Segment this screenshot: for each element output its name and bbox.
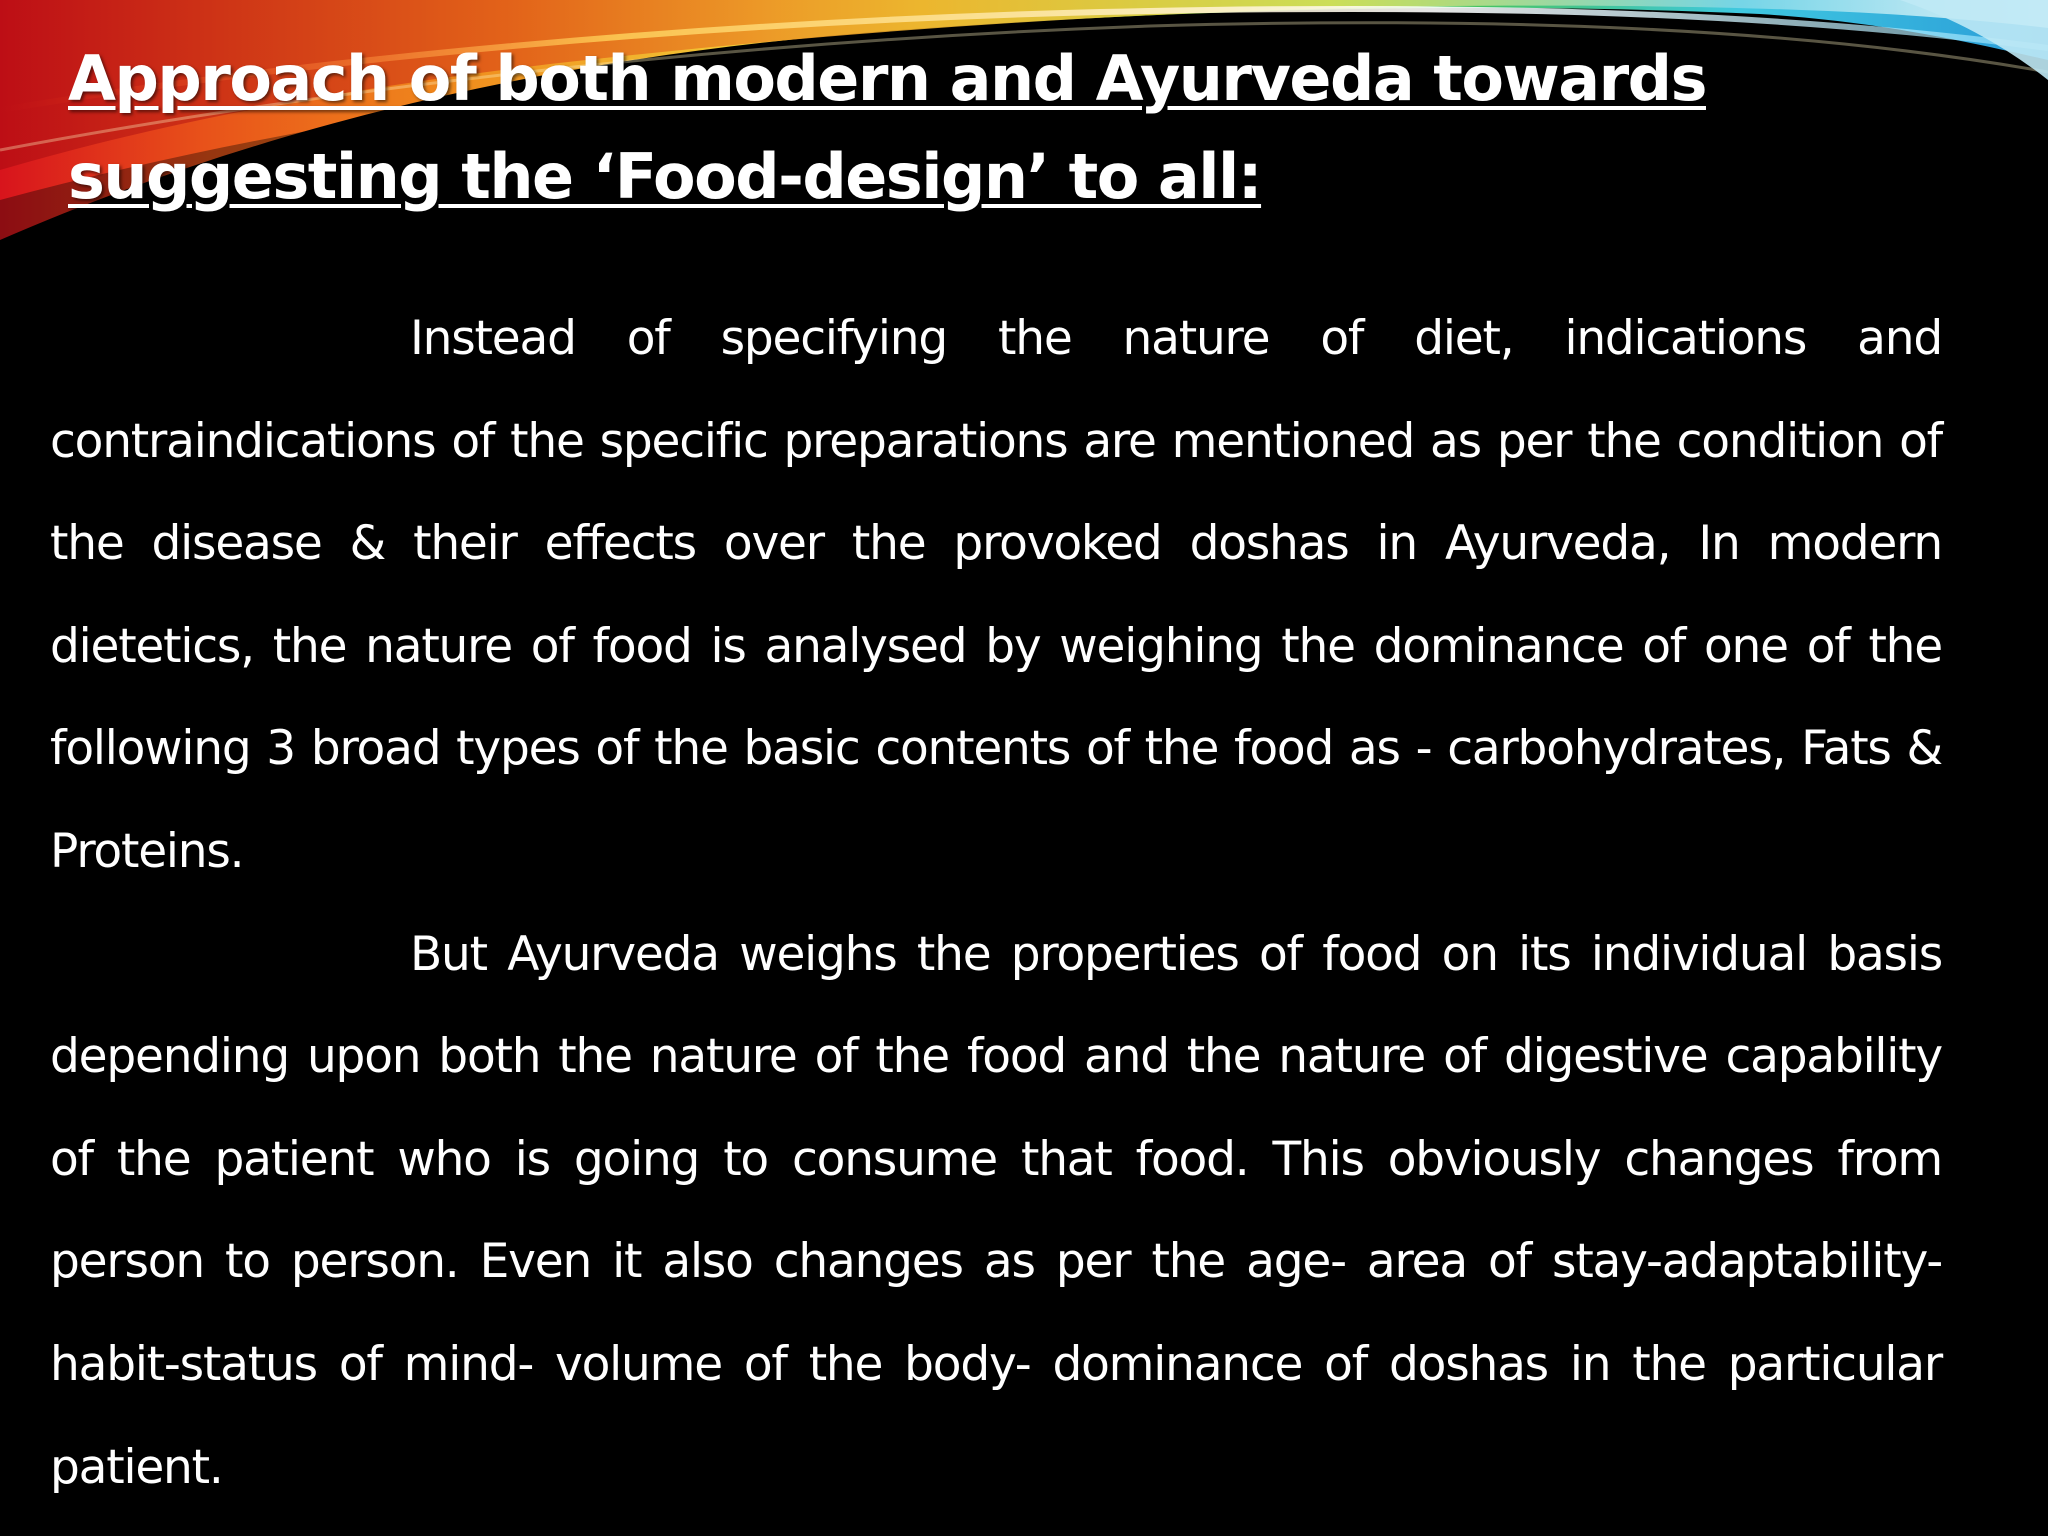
body-paragraph-2: But Ayurveda weighs the properties of food on its individual basis depending upon both the nature of the food and the nature of digestive capability of the patient who is going to consume that food. This obviously changes from person to person. Even it also changes as per the age- area of stay-adaptability-habit-status of mind- volume of the body- dominance of doshas in the particular patient. <box>50 926 1942 1495</box>
slide-title-line-2: suggesting the ‘Food-design’ to all: <box>68 140 1262 213</box>
slide-title <box>68 30 1968 226</box>
slide-body <box>50 288 1942 1519</box>
slide-title-line-1: Approach of both modern and Ayurveda towards <box>68 42 1706 115</box>
body-paragraph-1: Instead of specifying the nature of diet, indications and contraindications of the specific preparations are mentioned as per the condition of the disease & their effects over the provoked doshas in Ayurveda, In modern dietetics, the nature of food is analysed by weighing the dominance of one of the following 3 broad types of the basic contents of the food as - carbohydrates, Fats & Proteins. <box>50 311 1942 879</box>
